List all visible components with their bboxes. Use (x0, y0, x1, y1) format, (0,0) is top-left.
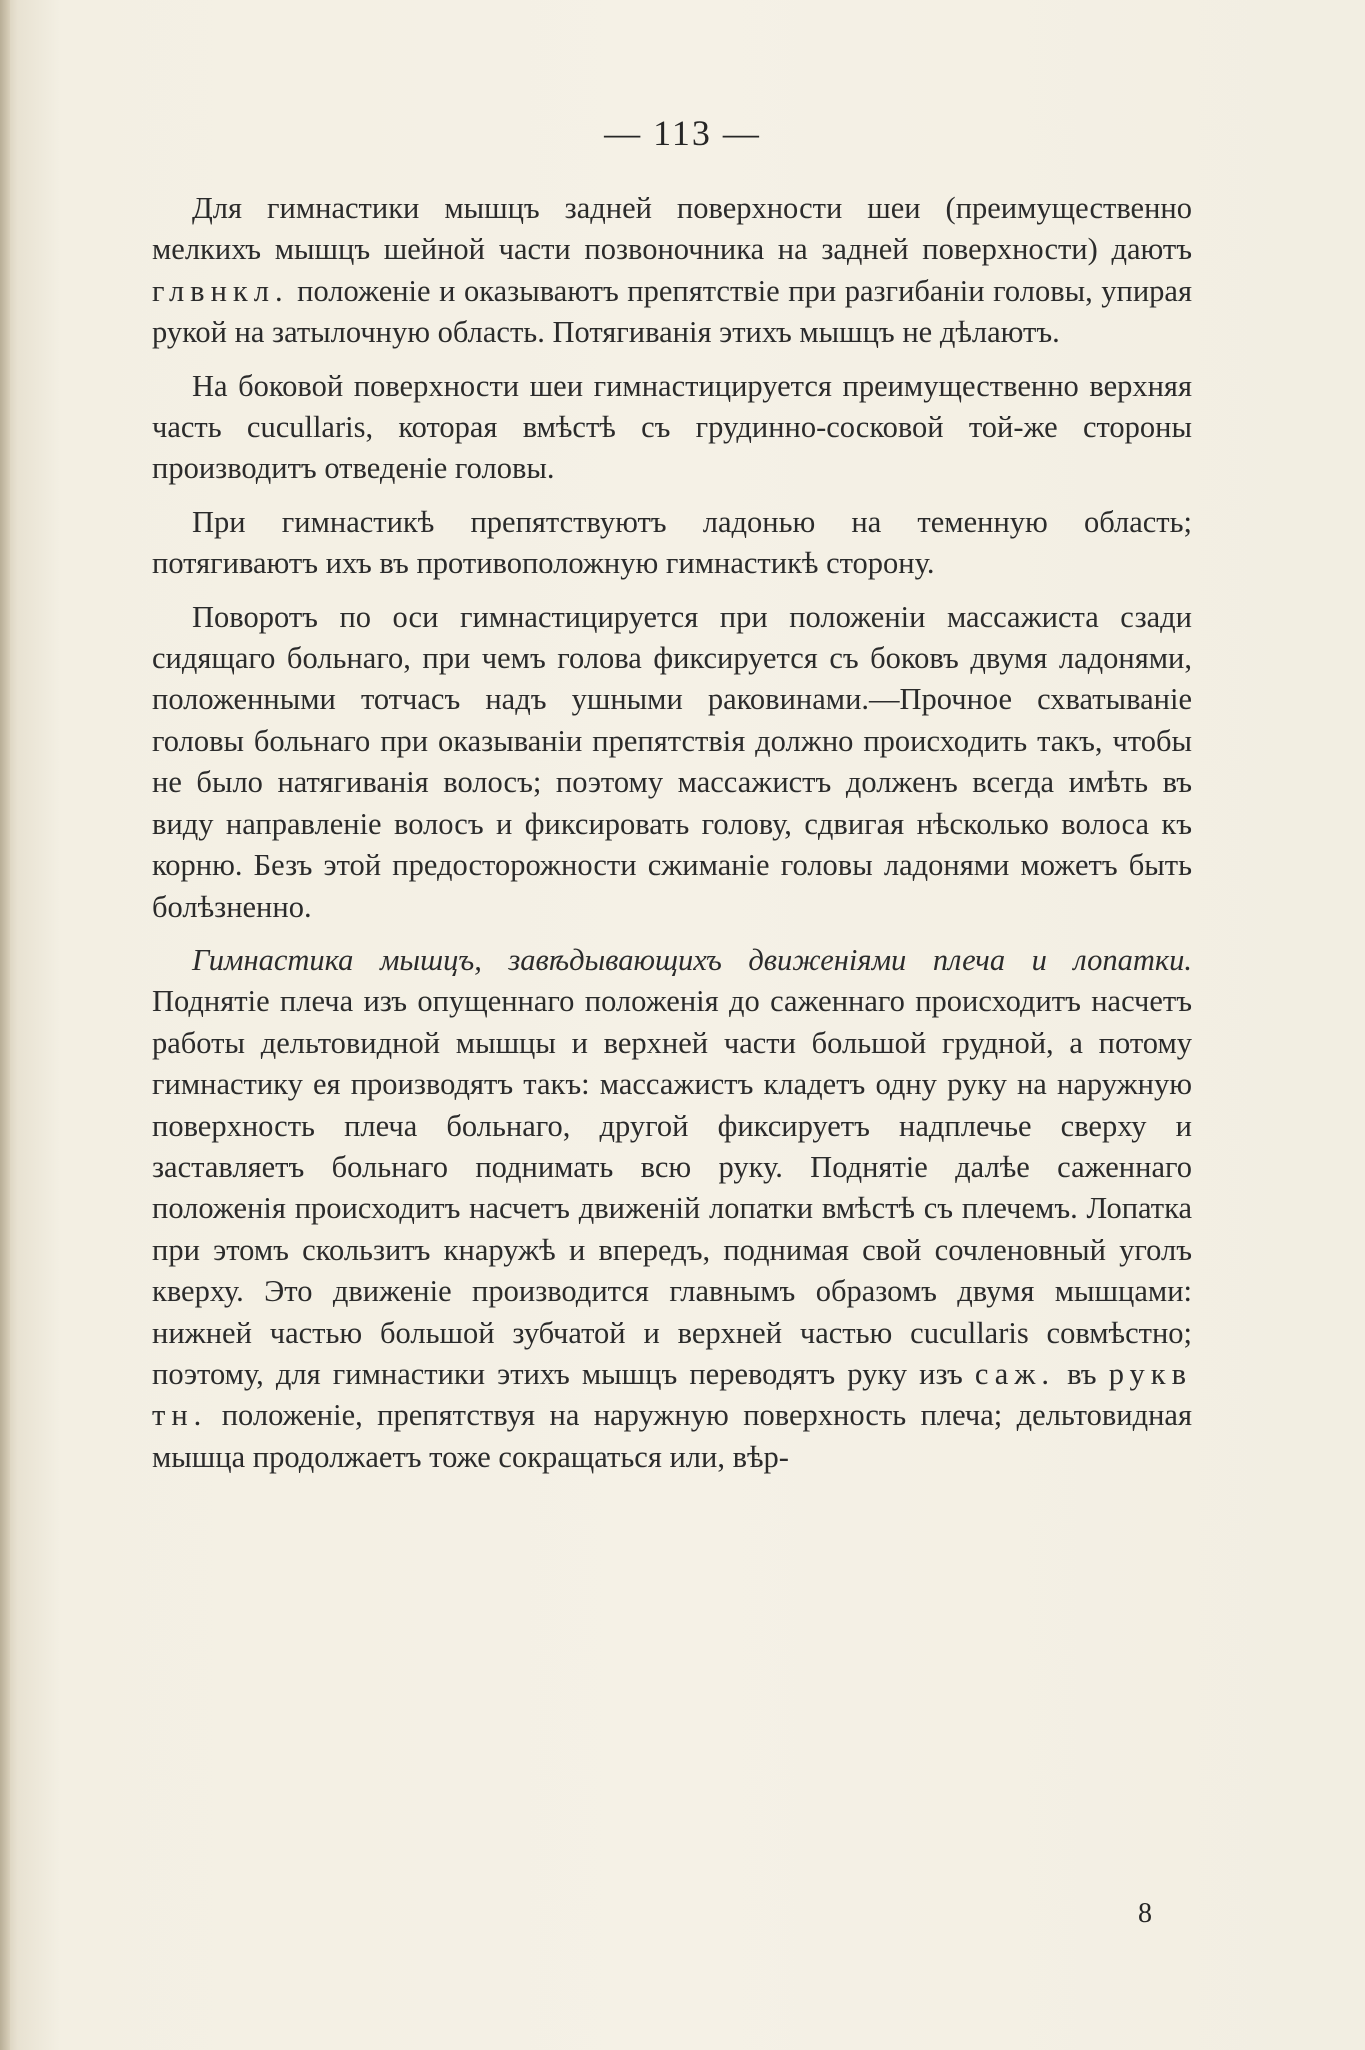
paragraph-text: положенiе, препятствуя на наружную поверхность плеча; дельтовидная мышца продолжаетъ тоже сокращаться или, вѣр- (152, 1398, 1192, 1474)
paragraph-text: Поднятiе плеча изъ опущеннаго положенiя до саженнаго происходитъ насчетъ работы дельтовидной мышцы и верхней части большой грудной, а потому гимнастику ея производятъ такъ: массажистъ кладетъ одну руку на наружную поверхность плеча больнаго, другой фиксируетъ надплечье сверху и заставляетъ больнаго поднимать всю руку. Поднятiе далѣе саженнаго положенiя происходитъ насчетъ движенiй лопатки вмѣстѣ съ плечемъ. Лопатка при этомъ скользитъ кнаружѣ и впередъ, поднимая свой сочленовный уголъ кверху. Это движенiе производится главнымъ образомъ двумя мышцами: нижней частью большой зубчатой и верхней частью cucullaris совмѣстно; поэтому, для гимнастики этихъ мышцъ переводятъ руку изъ (152, 984, 1192, 1391)
spaced-abbreviation: рукв тн. (152, 1356, 1193, 1433)
paragraph-4 (152, 597, 1192, 928)
paragraph-text: положенiе и оказываютъ препятствiе при разгибанiи головы, упирая рукой на затылочную область. Потягиванiя этихъ мышцъ не дѣлаютъ. (152, 273, 1192, 350)
page-binding-edge (0, 0, 10, 2050)
paragraph-text: При гимнастикѣ препятствуютъ ладонью на теменную область; потягиваютъ ихъ въ противоположную гимнастикѣ сторону. (152, 504, 1192, 581)
paragraph-5 (152, 940, 1192, 1478)
paragraph-text: Для гимнастики мышцъ задней поверхности шеи (преимущественно мелкихъ мышцъ шейной части позвоночника на задней поверхности) даютъ (152, 191, 1192, 267)
paragraph-1 (152, 188, 1192, 354)
signature-mark: 8 (1138, 1898, 1152, 1929)
paragraph-2 (152, 366, 1192, 490)
spaced-abbreviation: саж. (974, 1356, 1056, 1391)
paragraph-3 (152, 502, 1192, 585)
spaced-abbreviation: глвнкл. (152, 273, 289, 308)
paragraph-text: Поворотъ по оси гимнастицируется при положенiи массажиста сзади сидящаго больнаго, при чемъ голова фиксируется съ боковъ двумя ладонями, положенными тотчасъ надъ ушными раковинами.—Прочное схватыванiе головы больнаго при оказыванiи препятствiя должно происходить такъ, чтобы не было натягиванiя волосъ; поэтому массажистъ долженъ всегда имѣть въ виду направленiе волосъ и фиксировать голову, сдвигая нѣсколько волоса къ корню. Безъ этой предосторожности сжиманiе головы ладонями можетъ быть болѣзненно. (152, 599, 1192, 924)
paragraph-text: въ (1055, 1356, 1109, 1391)
section-heading: Гимнастика мышцъ, завѣдывающихъ движенiями плеча и лопатки. (192, 942, 1192, 977)
paragraph-text: На боковой поверхности шеи гимнастицируется преимущественно верхняя часть cucullaris, которая вмѣстѣ съ грудинно-сосковой той-же стороны производитъ отведенiе головы. (152, 368, 1192, 486)
page-number: — 113 — (604, 113, 761, 153)
body-text (152, 188, 1192, 1478)
